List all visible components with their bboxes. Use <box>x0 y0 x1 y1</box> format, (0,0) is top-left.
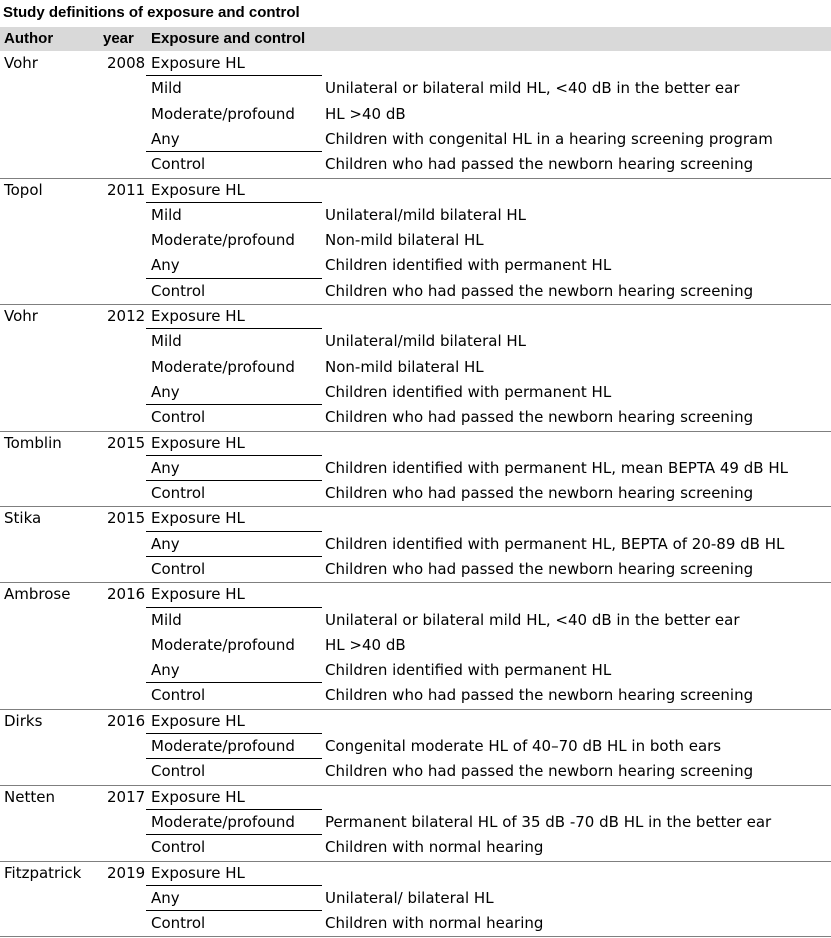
definition-text: Children who had passed the newborn hearing screening <box>325 559 754 578</box>
exposure-label: Any <box>151 256 180 275</box>
table-row <box>0 152 831 177</box>
study-block <box>0 431 831 508</box>
definition-text: HL >40 dB <box>325 635 406 654</box>
definition-text: Children who had passed the newborn hearing screening <box>325 762 754 781</box>
table-row <box>0 127 831 152</box>
exposure-label: Exposure HL <box>151 711 245 730</box>
exposure-label: Moderate/profound <box>151 104 295 123</box>
exposure-label: Moderate/profound <box>151 737 295 756</box>
exposure-label: Exposure HL <box>151 54 245 72</box>
definition-text: Children with normal hearing <box>325 914 544 933</box>
study-block <box>0 582 831 710</box>
study-year: 2016 <box>107 711 146 730</box>
exposure-label: Any <box>151 888 180 907</box>
definition-text: Children identified with permanent HL, BEPTA of 20-89 dB HL <box>325 534 785 553</box>
exposure-label: Exposure HL <box>151 509 245 528</box>
exposure-label: Any <box>151 382 180 401</box>
study-author: Vohr <box>4 307 38 325</box>
exposure-label: Control <box>151 838 206 857</box>
table-row <box>0 810 831 835</box>
table-row <box>0 557 831 582</box>
table-row <box>0 759 831 784</box>
study-author: Vohr <box>4 54 38 72</box>
definition-text: Children identified with permanent HL <box>325 661 612 680</box>
header-author: Author <box>4 30 54 47</box>
study-block <box>0 861 831 938</box>
table-row <box>0 481 831 506</box>
table-row <box>0 835 831 860</box>
exposure-label: Any <box>151 534 180 553</box>
table-row <box>0 431 831 456</box>
exposure-label: Exposure HL <box>151 787 245 806</box>
table-row <box>0 355 831 380</box>
definition-text: Permanent bilateral HL of 35 dB -70 dB HL in the better ear <box>325 812 772 831</box>
exposure-label: Any <box>151 129 180 148</box>
exposure-label: Mild <box>151 79 182 98</box>
exposure-label: Exposure HL <box>151 863 245 882</box>
table-row <box>0 380 831 405</box>
table-row <box>0 506 831 531</box>
definition-text: Unilateral or bilateral mild HL, <40 dB in the better ear <box>325 79 740 98</box>
definition-text: Children who had passed the newborn hearing screening <box>325 281 754 300</box>
header-exposure-control: Exposure and control <box>151 30 306 47</box>
study-block <box>0 785 831 862</box>
exposure-label: Control <box>151 281 206 300</box>
exposure-label: Exposure HL <box>151 433 245 452</box>
definition-text: Unilateral/mild bilateral HL <box>325 205 527 224</box>
table-row <box>0 253 831 278</box>
exposure-label: Control <box>151 914 206 933</box>
table-row <box>0 861 831 886</box>
study-year: 2019 <box>107 863 146 882</box>
definition-text: Unilateral/ bilateral HL <box>325 888 494 907</box>
study-author: Stika <box>4 509 42 528</box>
table-row <box>0 911 831 936</box>
definition-text: Children identified with permanent HL <box>325 382 612 401</box>
table-row <box>0 102 831 127</box>
exposure-label: Exposure HL <box>151 180 245 199</box>
exposure-label: Mild <box>151 610 182 629</box>
table-row <box>0 532 831 557</box>
table-row <box>0 683 831 708</box>
exposure-label: Moderate/profound <box>151 231 295 250</box>
table-row <box>0 304 831 329</box>
exposure-label: Exposure HL <box>151 585 245 604</box>
study-block <box>0 506 831 583</box>
header-year: year <box>103 30 134 47</box>
exposure-label: Any <box>151 661 180 680</box>
exposure-label: Control <box>151 762 206 781</box>
exposure-label: Control <box>151 559 206 578</box>
definition-text: HL >40 dB <box>325 104 406 123</box>
table-row <box>0 279 831 304</box>
exposure-label: Mild <box>151 332 182 351</box>
table-row <box>0 456 831 481</box>
exposure-label: Mild <box>151 205 182 224</box>
study-author: Tomblin <box>4 433 62 452</box>
exposure-label: Control <box>151 686 206 705</box>
table-row <box>0 203 831 228</box>
definition-text: Children who had passed the newborn hearing screening <box>325 408 754 427</box>
study-year: 2008 <box>107 54 146 72</box>
definition-text: Unilateral or bilateral mild HL, <40 dB in the better ear <box>325 610 740 629</box>
study-author: Fitzpatrick <box>4 863 82 882</box>
study-year: 2015 <box>107 433 146 452</box>
exposure-label: Moderate/profound <box>151 812 295 831</box>
definition-text: Congenital moderate HL of 40–70 dB HL in both ears <box>325 737 722 756</box>
table-row <box>0 785 831 810</box>
table-row <box>0 51 831 76</box>
study-block <box>0 178 831 306</box>
study-year: 2011 <box>107 180 146 199</box>
study-block <box>0 51 831 179</box>
study-author: Ambrose <box>4 585 71 604</box>
study-year: 2016 <box>107 585 146 604</box>
table-row <box>0 709 831 734</box>
table-row <box>0 582 831 607</box>
study-year: 2012 <box>107 307 146 325</box>
exposure-label: Exposure HL <box>151 307 245 325</box>
definition-text: Children identified with permanent HL, mean BEPTA 49 dB HL <box>325 458 788 477</box>
study-block <box>0 709 831 786</box>
definition-text: Non-mild bilateral HL <box>325 357 484 376</box>
table-title: Study definitions of exposure and control <box>3 4 300 21</box>
exposure-label: Any <box>151 458 180 477</box>
table-row <box>0 228 831 253</box>
table-row <box>0 329 831 354</box>
table-row <box>0 405 831 430</box>
study-year: 2017 <box>107 787 146 806</box>
table-row <box>0 76 831 101</box>
study-author: Netten <box>4 787 55 806</box>
study-year: 2015 <box>107 509 146 528</box>
study-author: Dirks <box>4 711 43 730</box>
definition-text: Children who had passed the newborn hearing screening <box>325 484 754 503</box>
exposure-label: Control <box>151 484 206 503</box>
table-row <box>0 886 831 911</box>
exposure-label: Control <box>151 155 206 174</box>
table-row <box>0 178 831 203</box>
definition-text: Children with congenital HL in a hearing screening program <box>325 129 773 148</box>
exposure-label: Control <box>151 408 206 427</box>
definition-text: Children who had passed the newborn hearing screening <box>325 686 754 705</box>
definition-text: Non-mild bilateral HL <box>325 231 484 250</box>
table-row <box>0 734 831 759</box>
definition-text: Children with normal hearing <box>325 838 544 857</box>
exposure-label: Moderate/profound <box>151 357 295 376</box>
study-author: Topol <box>4 180 43 199</box>
table-row <box>0 633 831 658</box>
table-row <box>0 608 831 633</box>
table-header-row <box>0 27 831 51</box>
table-row <box>0 658 831 683</box>
definition-text: Children identified with permanent HL <box>325 256 612 275</box>
exposure-label: Moderate/profound <box>151 635 295 654</box>
study-block <box>0 304 831 432</box>
definition-text: Children who had passed the newborn hearing screening <box>325 155 754 174</box>
definition-text: Unilateral/mild bilateral HL <box>325 332 527 351</box>
